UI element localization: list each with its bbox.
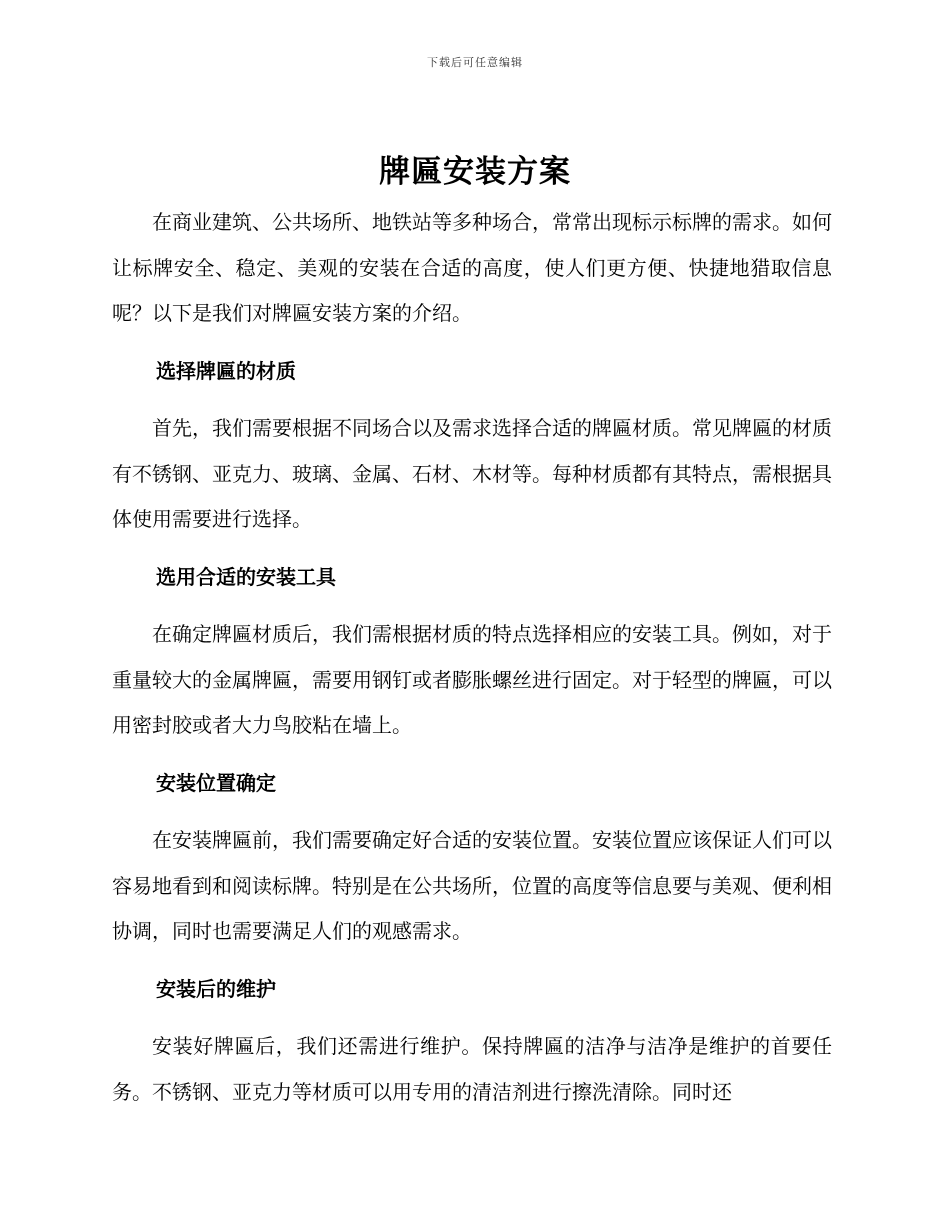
section-tools bbox=[112, 555, 832, 749]
section-paragraph: 在确定牌匾材质后，我们需根据材质的特点选择相应的安装工具。例如，对于重量较大的金属牌匾，需要用钢钉或者膨胀螺丝进行固定。对于轻型的牌匾，可以用密封胶或者大力鸟胶粘在墙上。 bbox=[112, 622, 832, 737]
page-header: 下载后可任意编辑 bbox=[427, 56, 523, 69]
section-paragraph: 安装好牌匾后，我们还需进行维护。保持牌匾的洁净与洁净是维护的首要任务。不锈钢、亚克力等材质可以用专用的清洁剂进行擦洗清除。同时还 bbox=[112, 1034, 832, 1104]
document-title: 牌匾安装方案 bbox=[379, 154, 571, 190]
section-heading: 选择牌匾的材质 bbox=[156, 358, 296, 383]
section-maintenance bbox=[112, 967, 832, 1116]
section-heading: 安装后的维护 bbox=[156, 976, 276, 1001]
section-heading: 安装位置确定 bbox=[156, 770, 276, 795]
section-heading: 选用合适的安装工具 bbox=[156, 564, 336, 589]
document-body bbox=[112, 200, 832, 1115]
section-paragraph: 首先，我们需要根据不同场合以及需求选择合适的牌匾材质。常见牌匾的材质有不锈钢、亚克力、玻璃、金属、石材、木材等。每种材质都有其特点，需根据具体使用需要进行选择。 bbox=[112, 416, 832, 531]
section-paragraph: 在安装牌匾前，我们需要确定好合适的安装位置。安装位置应该保证人们可以容易地看到和阅读标牌。特别是在公共场所，位置的高度等信息要与美观、便利相协调，同时也需要满足人们的观感需求。 bbox=[112, 828, 832, 943]
intro-paragraph: 在商业建筑、公共场所、地铁站等多种场合，常常出现标示标牌的需求。如何让标牌安全、稳定、美观的安装在合适的高度，使人们更方便、快捷地猎取信息呢？以下是我们对牌匾安装方案的介绍。 bbox=[112, 210, 832, 325]
section-material bbox=[112, 349, 832, 543]
section-position bbox=[112, 761, 832, 955]
